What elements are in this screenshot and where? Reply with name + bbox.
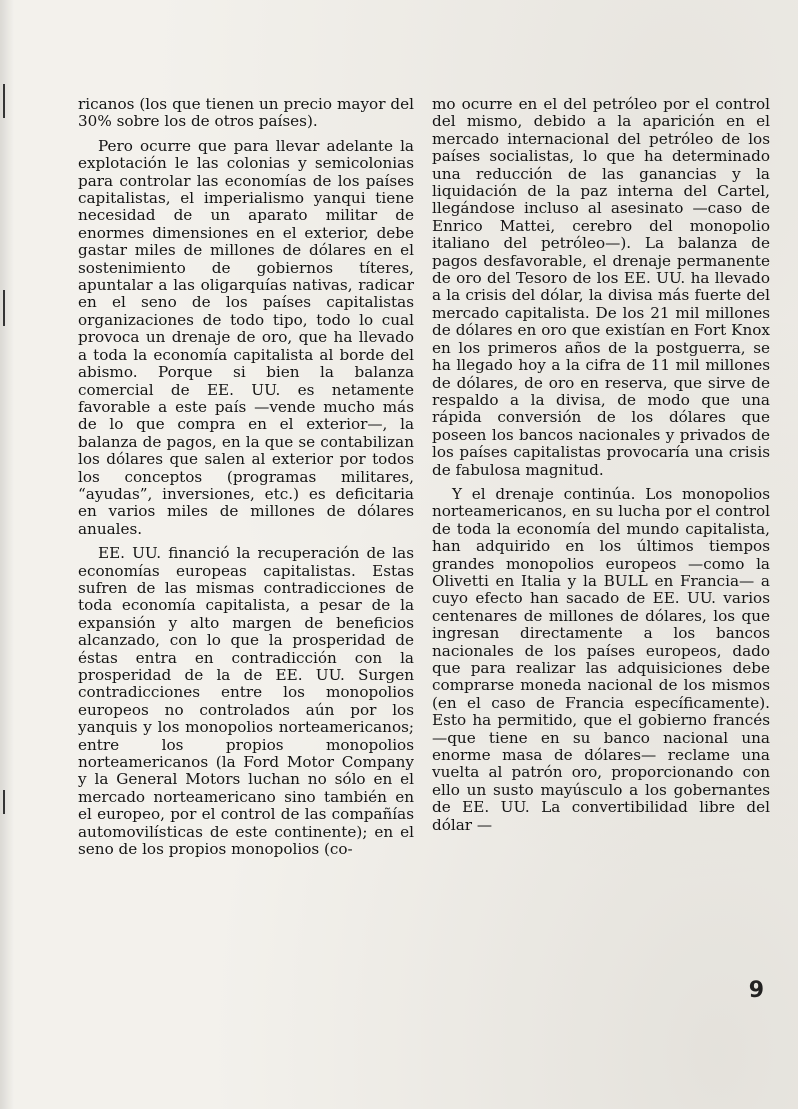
margin-mark (3, 290, 5, 326)
margin-mark (3, 84, 5, 118)
paragraph: mo ocurre en el del petróleo por el control del mismo, debido a la aparición en el mercado internacional del petróleo de los países socialistas, lo que ha determinado una reducción de las ganancias y la liquidación de la paz interna del Cartel, llegándose incluso al asesinato —caso de Enrico Mattei, cerebro del monopolio italiano del petróleo—). La balanza de pagos desfavorable, el drenaje permanente de oro del Tesoro de los EE. UU. ha llevado a la crisis del dólar, la divisa más fuerte del mercado capitalista. De los 21 mil millones de dólares en oro que existían en Fort Knox en los primeros años de la postguerra, se ha llegado hoy a la cifra de 11 mil millones de dólares, de oro en reserva, que sirve de respaldo a la divisa, de modo que una rápida conversión de los dólares que poseen los bancos nacionales y privados de los países capitalistas provocaría una crisis de fabulosa magnitud. (432, 95, 770, 479)
paragraph: Y el drenaje continúa. Los monopolios norteamericanos, en su lucha por el control de toda la economía del mundo capitalista, han adquirido en los últimos tiempos grandes monopolios europeos —como la Olivetti en Italia y la BULL en Francia— a cuyo efecto han sacado de EE. UU. varios centenares de millones de dólares, los que ingresan directamente a los bancos nacionales de los países europeos, dado que para realizar las adquisiciones debe comprarse moneda nacional de los mismos (en el caso de Francia específicamente). Esto ha permitido, que el gobierno francés —que tiene en su banco nacional una enorme masa de dólares— reclame una vuelta al patrón oro, proporcionando con ello un susto mayúsculo a los gobernantes de EE. UU. La convertibilidad libre del dólar — (432, 484, 770, 834)
paragraph: EE. UU. financió la recuperación de las economías europeas capitalistas. Estas sufren de las mismas contradicciones de toda economía capitalista, a pesar de la expansión y alto margen de beneficios alcanzado, con lo que la prosperidad de éstas entra en contradicción con la prosperidad de la de EE. UU. Surgen contradicciones entre los monopolios europeos no controlados aún por los yanquis y los monopolios norteamericanos; entre los propios monopolios norteamericanos (la Ford Motor Company y la General Motors luchan no sólo en el mercado norteamericano sino también en el europeo, por el control de las compañías automovilísticas de este continente); en el seno de los propios monopolios (co- (78, 544, 414, 859)
paragraph: Pero ocurre que para llevar adelante la explotación le las colonias y semicolonias para controlar las economías de los países capitalistas, el imperialismo yanqui tiene necesidad de un aparato militar de enormes dimensiones en el exterior, debe gastar miles de millones de dólares en el sostenimiento de gobiernos títeres, apuntalar a las oligarquías nativas, radicar en el seno de los países capitalistas organizaciones de todo tipo, todo lo cual provoca un drenaje de oro, que ha llevado a toda la economía capitalista al borde del abismo. Porque si bien la balanza comercial de EE. UU. es netamente favorable a este país —vende mucho más de lo que compra en el exterior—, la balanza de pagos, en la que se contabilizan los dólares que salen al exterior por todos los conceptos (programas militares, “ayudas”, inversiones, etc.) es deficitaria en varios miles de millones de dólares anuales. (78, 136, 414, 538)
page-number: 9 (748, 978, 764, 1003)
left-column (78, 96, 414, 858)
paragraph: ricanos (los que tienen un precio mayor del 30% sobre los de otros países). (78, 95, 414, 131)
right-column (432, 96, 770, 834)
margin-mark (3, 790, 5, 814)
